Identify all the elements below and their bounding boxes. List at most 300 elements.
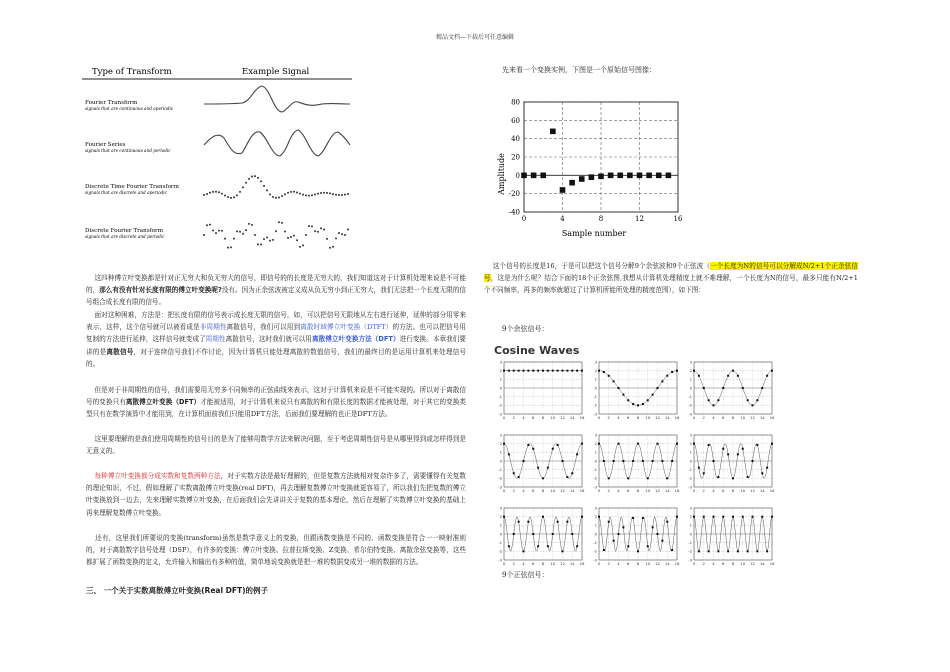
panel-y-tick: 2 — [689, 441, 692, 447]
panel-sample — [552, 370, 554, 372]
panel-x-tick: 8 — [636, 561, 640, 566]
dft-sample — [344, 234, 346, 236]
dft-sample — [296, 239, 298, 241]
panel-sample — [618, 533, 620, 535]
panel-y-tick: 1 — [594, 376, 597, 382]
panel-sample — [508, 545, 510, 547]
dtft-sample — [332, 193, 334, 195]
panel-sample — [632, 460, 634, 462]
panel-y-tick: 3 — [689, 432, 692, 438]
panel-sample — [756, 399, 758, 401]
panel-sample — [766, 467, 768, 469]
panel-x-tick: 6 — [532, 415, 535, 420]
dft-sample — [293, 235, 295, 237]
dtft-sample — [287, 192, 289, 194]
panel-sample — [647, 477, 649, 479]
y-tick-label: 20 — [511, 153, 520, 162]
dft-sample — [278, 221, 280, 223]
panel-sample — [603, 371, 605, 373]
panel-y-tick: 1 — [594, 449, 597, 455]
dft-sample — [308, 225, 310, 227]
dtft-sample — [209, 192, 211, 194]
panel-x-tick: 8 — [731, 415, 735, 420]
panel-y-tick: -2 — [593, 475, 597, 481]
p2-c: 离散信号，我们可以用到 — [226, 323, 301, 332]
panel-sample — [632, 403, 634, 405]
dft-sample — [338, 232, 340, 234]
panel-y-tick: -3 — [593, 484, 597, 490]
dtft-sample — [230, 197, 232, 199]
panel-sample — [557, 521, 559, 523]
panel-sample — [537, 545, 539, 547]
panel-y-tick: -1 — [498, 394, 502, 400]
dtft-sample — [290, 191, 292, 193]
panel-sample — [708, 550, 710, 552]
y-tick-label: 0 — [515, 171, 520, 180]
dtft-sample — [347, 193, 349, 195]
panel-x-tick: 10 — [550, 561, 556, 566]
panel-x-tick: 6 — [627, 488, 630, 493]
panel-sample — [537, 370, 539, 372]
panel-sample — [713, 404, 715, 406]
panel-x-tick: 2 — [607, 415, 610, 420]
panel-x-tick: 0 — [692, 415, 696, 420]
dtft-sample — [242, 186, 244, 188]
panel-x-tick: 16 — [674, 561, 680, 566]
panel-y-tick: -1 — [593, 540, 597, 546]
panel-sample — [727, 453, 729, 455]
panel-sample — [603, 549, 605, 551]
dft-sample — [254, 234, 256, 236]
panel-sample — [566, 370, 568, 372]
table-col2-header: Example Signal — [242, 67, 310, 77]
panel-sample — [657, 387, 659, 389]
panel-y-tick: 3 — [499, 505, 502, 511]
dft-sample — [272, 239, 274, 241]
panel-y-tick: -2 — [593, 402, 597, 408]
data-point — [560, 187, 566, 193]
dft-sample — [221, 230, 223, 232]
panel-sample — [693, 443, 695, 445]
panel-x-tick: 14 — [569, 415, 575, 420]
panel-y-tick: 1 — [689, 449, 692, 455]
panel-sample — [666, 521, 668, 523]
panel-sample — [598, 516, 600, 518]
panel-x-tick: 10 — [645, 488, 651, 493]
panel-x-tick: 12 — [750, 415, 755, 420]
cosine-panel-5 — [688, 432, 775, 493]
data-point — [569, 180, 575, 186]
panel-sample — [747, 476, 749, 478]
dtft-sample — [272, 196, 274, 198]
panel-sample — [676, 370, 678, 372]
dft-sample — [281, 222, 283, 224]
panel-x-tick: 8 — [541, 561, 545, 566]
cosine-panel-8 — [688, 505, 775, 566]
panel-sample — [766, 550, 768, 552]
panel-y-tick: -3 — [688, 411, 692, 417]
panel-y-tick: 2 — [499, 368, 502, 374]
panel-sample — [542, 477, 544, 479]
transform-figure — [82, 60, 352, 250]
cosine-panel-1 — [593, 359, 680, 420]
panel-sample — [693, 516, 695, 518]
panel-sample — [547, 467, 549, 469]
panel-x-tick: 0 — [597, 561, 601, 566]
panel-x-tick: 14 — [759, 561, 765, 566]
panel-sample — [642, 460, 644, 462]
panel-sample — [647, 399, 649, 401]
data-point — [608, 173, 614, 179]
panel-sample — [518, 370, 520, 372]
panel-sample — [622, 460, 624, 462]
dft-sample — [227, 247, 229, 249]
dft-sample — [242, 233, 244, 235]
p2-b: 非周期性 — [199, 323, 227, 332]
paragraph-2 — [86, 309, 466, 370]
panel-sample — [562, 550, 564, 552]
panel-sample — [732, 477, 734, 479]
panel-sample — [717, 550, 719, 552]
dtft-sample — [284, 193, 286, 195]
panel-sample — [661, 380, 663, 382]
p3-a: 但是对于非周期性的信号，我们需要用无穷多不同频率的正弦曲线来表示，这对于计算机来说是不可能实现的。所以对于离散信号的变换只有 — [86, 386, 466, 407]
data-point — [598, 173, 604, 179]
data-point — [531, 173, 537, 179]
panel-sample — [657, 443, 659, 445]
p1-b: 那么有没有针对长度有限的傅立叶变换呢? — [99, 286, 222, 295]
panel-y-tick: -1 — [688, 467, 692, 473]
panel-x-tick: 12 — [560, 561, 565, 566]
panel-sample — [722, 516, 724, 518]
panel-sample — [671, 371, 673, 373]
panel-sample — [613, 460, 615, 462]
panel-sample — [627, 399, 629, 401]
dft-sample — [326, 238, 328, 240]
dtft-sample — [233, 196, 235, 198]
dft-sample — [260, 244, 262, 246]
signal-fourier-transform — [204, 86, 350, 112]
panel-sample — [676, 443, 678, 445]
panel-y-tick: 2 — [689, 514, 692, 520]
dft-sample — [323, 229, 325, 231]
panel-sample — [742, 516, 744, 518]
row-desc-ft: signals that are continuous and aperiodic — [85, 106, 174, 111]
dtft-sample — [317, 193, 319, 195]
panel-sample — [618, 387, 620, 389]
panel-y-tick: 0 — [689, 531, 692, 537]
panel-x-tick: 16 — [769, 561, 775, 566]
panel-sample — [576, 453, 578, 455]
panel-sample — [698, 467, 700, 469]
panel-sample — [562, 460, 564, 462]
dtft-sample — [206, 193, 208, 195]
panel-x-tick: 12 — [655, 561, 660, 566]
dft-sample — [266, 237, 268, 239]
panel-x-tick: 4 — [712, 488, 715, 493]
panel-sample — [752, 404, 754, 406]
panel-y-tick: 0 — [499, 531, 502, 537]
y-tick-label: 80 — [511, 98, 520, 107]
panel-y-tick: 1 — [594, 522, 597, 528]
section-heading: 三、 一个关于实数离散傅立叶变换(Real DFT)的例子 — [86, 586, 269, 595]
panel-x-tick: 16 — [674, 488, 680, 493]
dft-sample — [230, 246, 232, 248]
panel-y-tick: -3 — [498, 411, 502, 417]
panel-sample — [547, 370, 549, 372]
panel-sample — [566, 476, 568, 478]
dft-sample — [335, 237, 337, 239]
panel-y-tick: 2 — [499, 441, 502, 447]
panel-sample — [717, 476, 719, 478]
dft-sample — [224, 238, 226, 240]
panel-y-tick: -3 — [593, 411, 597, 417]
panel-y-tick: 0 — [499, 385, 502, 391]
dtft-sample — [245, 182, 247, 184]
panel-y-tick: 0 — [594, 531, 597, 537]
panel-x-tick: 0 — [692, 488, 696, 493]
panel-x-tick: 6 — [532, 488, 535, 493]
panel-y-tick: 2 — [499, 514, 502, 520]
dtft-sample — [227, 196, 229, 198]
y-tick-label: -20 — [508, 190, 520, 199]
panel-y-tick: 1 — [499, 376, 502, 382]
dft-sample — [311, 225, 313, 227]
panel-x-tick: 0 — [502, 488, 506, 493]
x-tick-label: 8 — [598, 215, 604, 223]
dtft-sample — [266, 189, 268, 191]
p2-i: 进行变换。本章我们要讲的是 — [86, 335, 467, 356]
panel-sample — [756, 444, 758, 446]
panel-sample — [503, 516, 505, 518]
dtft-sample — [308, 195, 310, 197]
panel-y-tick: -1 — [593, 467, 597, 473]
panel-sample — [608, 521, 610, 523]
panel-sample — [532, 533, 534, 535]
dft-sample — [218, 230, 220, 232]
panel-x-tick: 8 — [541, 415, 545, 420]
dft-sample — [284, 231, 286, 233]
panel-x-tick: 14 — [569, 488, 575, 493]
panel-x-tick: 8 — [731, 488, 735, 493]
panel-sample — [627, 545, 629, 547]
chart-ylabel: Amplitude — [497, 153, 506, 195]
panel-y-tick: -1 — [498, 540, 502, 546]
dtft-sample — [251, 175, 253, 177]
cosine-panel-6 — [498, 505, 585, 566]
data-point — [656, 173, 662, 179]
dtft-sample — [335, 194, 337, 196]
p3-c: 才能被适用，对于计算机来说只有离散的和有限长度的数据才能被处理，对于其它的变换类型只有在数学演算中才能用到，在计算机面前我们只能用DFT方法，后面我们要理解的也正是DFT方法。 — [86, 398, 466, 419]
row-label-dtft: Discrete Time Fourier Transform — [85, 184, 179, 190]
panel-sample — [732, 516, 734, 518]
p2-a: 面对这种困难，方法是：把长度有限的信号表示成长度无限的信号，如，可以把信号无限地从左右进行延伸，延伸的部分用零来表示，这样，这个信号就可以被看成是 — [86, 311, 466, 332]
panel-y-tick: 0 — [594, 385, 597, 391]
panel-sample — [771, 516, 773, 518]
panel-y-tick: 1 — [689, 522, 692, 528]
p2-g: 离散信号，这时我们就可以用 — [225, 335, 312, 344]
panel-sample — [632, 517, 634, 519]
panel-sample — [703, 387, 705, 389]
panel-sample — [527, 444, 529, 446]
panel-sample — [598, 370, 600, 372]
panel-sample — [703, 472, 705, 474]
panel-x-tick: 6 — [627, 415, 630, 420]
panel-x-tick: 10 — [550, 415, 556, 420]
rp-c: ，这是为什么呢？结合下面的18个正余弦图,我想从计算机处理精度上就不难理解，一个长度为N的信号，最多只能有N/2+1个不同频率，再多的频率就超过了计算机所能所处理的精度范围），如下图： — [484, 274, 858, 295]
panel-y-tick: -2 — [593, 548, 597, 554]
p3-b: 离散傅立叶变换（DFT） — [125, 398, 201, 407]
panel-sample — [652, 394, 654, 396]
p1-a: 这四种傅立叶变换都是针对正无穷大和负无穷大的信号，即信号的的长度是无穷大的，我们知道这对于计算机处理来说是不可能的， — [86, 274, 466, 295]
panel-y-tick: -2 — [688, 475, 692, 481]
panel-sample — [562, 370, 564, 372]
dtft-sample — [311, 194, 313, 196]
panel-sample — [571, 472, 573, 474]
signal-dft — [203, 221, 349, 248]
panel-sample — [671, 460, 673, 462]
panel-sample — [523, 460, 525, 462]
panel-sample — [613, 380, 615, 382]
panel-x-tick: 16 — [579, 488, 585, 493]
panel-x-tick: 12 — [560, 488, 565, 493]
dft-sample — [245, 229, 247, 231]
panel-sample — [571, 533, 573, 535]
panel-sample — [671, 549, 673, 551]
panel-x-tick: 2 — [512, 488, 515, 493]
dtft-sample — [239, 191, 241, 193]
right-paragraph — [484, 260, 858, 297]
dtft-sample — [236, 194, 238, 196]
panel-sample — [747, 550, 749, 552]
panel-x-tick: 4 — [617, 561, 620, 566]
panel-y-tick: 2 — [594, 441, 597, 447]
panel-x-tick: 12 — [750, 561, 755, 566]
panel-sample — [661, 540, 663, 542]
panel-sample — [513, 472, 515, 474]
panel-x-tick: 2 — [702, 488, 705, 493]
panel-y-tick: -2 — [498, 402, 502, 408]
dtft-sample — [305, 194, 307, 196]
panel-sample — [513, 370, 515, 372]
dtft-sample — [224, 194, 226, 196]
dft-sample — [203, 234, 205, 236]
panel-sample — [742, 387, 744, 389]
chart-xlabel: Sample number — [561, 229, 627, 238]
panel-x-tick: 6 — [532, 561, 535, 566]
dtft-sample — [263, 185, 265, 187]
panel-x-tick: 0 — [502, 561, 506, 566]
panel-sample — [576, 545, 578, 547]
panel-x-tick: 6 — [722, 561, 725, 566]
dft-sample — [299, 246, 301, 248]
panel-y-tick: 1 — [689, 376, 692, 382]
x-tick-label: 16 — [673, 215, 683, 223]
panel-sample — [503, 443, 505, 445]
row-label-dft: Discrete Fourier Transform — [85, 228, 163, 234]
panel-sample — [598, 443, 600, 445]
panel-y-tick: -1 — [498, 467, 502, 473]
panel-x-tick: 14 — [759, 415, 765, 420]
panel-y-tick: 1 — [499, 522, 502, 528]
panel-sample — [518, 521, 520, 523]
p2-e: 的方法。也可以把信号用复制的方法进行延伸，这样信号就变成了 — [86, 323, 467, 344]
panel-x-tick: 16 — [579, 561, 585, 566]
panel-x-tick: 16 — [769, 488, 775, 493]
data-point — [540, 173, 546, 179]
p2-d: 离散时域傅立叶变换（DTFT） — [300, 323, 393, 332]
row-desc-fs: signals that are continuous and periodic — [85, 148, 171, 153]
cosine-panel-2 — [688, 359, 775, 420]
dtft-sample — [269, 193, 271, 195]
dtft-sample — [314, 194, 316, 196]
panel-x-tick: 14 — [759, 488, 765, 493]
panel-sample — [518, 476, 520, 478]
cosine-waves-figure — [488, 340, 788, 566]
panel-sample — [737, 453, 739, 455]
dtft-sample — [278, 196, 280, 198]
panel-x-tick: 8 — [636, 415, 640, 420]
panel-sample — [771, 370, 773, 372]
dft-sample — [341, 233, 343, 235]
panel-sample — [552, 448, 554, 450]
dft-sample — [212, 229, 214, 231]
panel-x-tick: 12 — [655, 415, 660, 420]
panel-sample — [666, 375, 668, 377]
dtft-sample — [302, 194, 304, 196]
panel-x-tick: 14 — [664, 415, 670, 420]
row-desc-dtft: signals that are discrete and aperiodic — [85, 190, 167, 195]
dft-sample — [320, 227, 322, 229]
panel-x-tick: 6 — [722, 488, 725, 493]
panel-y-tick: 0 — [689, 385, 692, 391]
dtft-sample — [293, 191, 295, 193]
panel-y-tick: 3 — [499, 432, 502, 438]
sine-caption: 9个正弦信号： — [502, 571, 549, 579]
panel-y-tick: 3 — [594, 432, 597, 438]
x-tick-label: 0 — [521, 215, 527, 223]
panel-sample — [581, 370, 583, 372]
signal-dtft — [203, 175, 349, 199]
data-point — [666, 173, 672, 179]
panel-x-tick: 2 — [607, 561, 610, 566]
dft-sample — [347, 228, 349, 230]
panel-sample — [642, 517, 644, 519]
panel-x-tick: 4 — [712, 415, 715, 420]
data-point — [550, 129, 556, 135]
panel-x-tick: 10 — [645, 561, 651, 566]
panel-sample — [713, 460, 715, 462]
panel-x-tick: 4 — [522, 561, 525, 566]
dft-sample — [302, 244, 304, 246]
panel-x-tick: 14 — [664, 561, 670, 566]
dtft-sample — [326, 192, 328, 194]
panel-x-tick: 0 — [597, 488, 601, 493]
panel-sample — [542, 370, 544, 372]
panel-x-tick: 10 — [740, 561, 746, 566]
panel-sample — [542, 516, 544, 518]
panel-sample — [508, 453, 510, 455]
dtft-sample — [221, 193, 223, 195]
paragraph-4: 这里要理解的是我们使用周期性的信号目的是为了能够用数学方法来解决问题，至于考虑周期性信号是从哪里得到或怎样得到是无意义的。 — [86, 435, 466, 456]
panel-sample — [713, 516, 715, 518]
dft-sample — [314, 230, 316, 232]
panel-sample — [661, 460, 663, 462]
panel-sample — [703, 516, 705, 518]
dtft-sample — [218, 191, 220, 193]
paragraph-3 — [86, 384, 466, 421]
page-header: 精品文档---下载后可任意编辑 — [435, 34, 515, 41]
